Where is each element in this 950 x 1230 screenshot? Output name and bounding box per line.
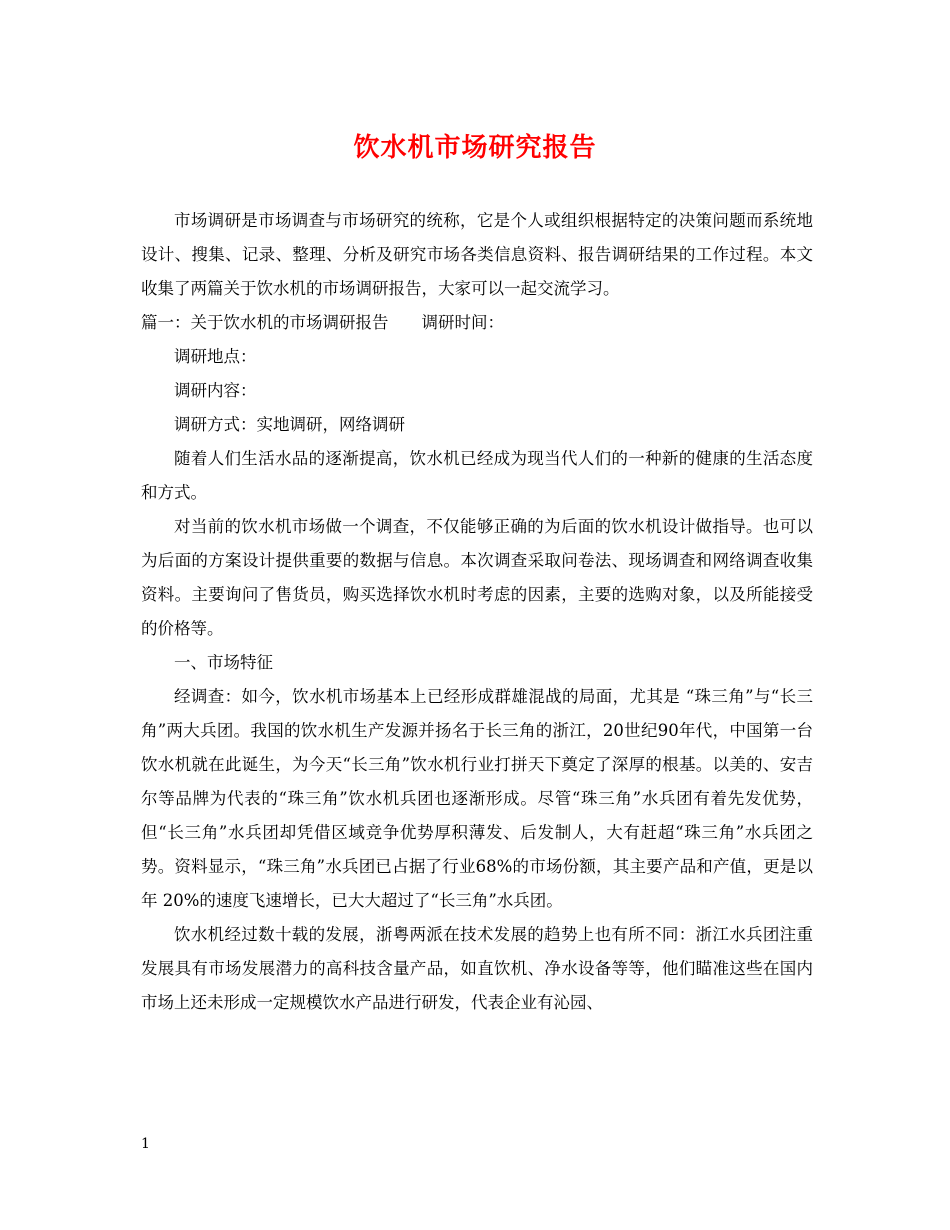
paragraph-purpose: 对当前的饮水机市场做一个调查，不仅能够正确的为后面的饮水机设计做指导。也可以为后面的方案设计提供重要的数据与信息。本次调查采取问卷法、现场调查和网络调查收集资料。主要询问了售货员，购买选择饮水机时考虑的因素，主要的选购对象，以及所能接受的价格等。: [141, 517, 813, 638]
paragraph-survey-location: 调研地点：: [174, 347, 257, 366]
paragraph-market-survey: 经调查：如今，饮水机市场基本上已经形成群雄混战的局面，尤其是 “珠三角”与“长三角”两大兵团。我国的饮水机生产发源并扬名于长三角的浙江，20世纪90年代，中国第一台饮水机就在此诞生，为今天“长三角”饮水机行业打拼天下奠定了深厚的根基。以美的、安吉尔等品牌为代表的“珠三角”饮水机兵团也逐渐形成。尽管“珠三角”水兵团有着先发优势，但“长三角”水兵团却凭借区域竞争优势厚积薄发、后发制人，大有赶超“珠三角”水兵团之势。资料显示，“珠三角”水兵团已占据了行业68%的市场份额，其主要产品和产值，更是以年 20%的速度飞速增长，已大大超过了“长三角”水兵团。: [141, 687, 813, 910]
paragraph-heading-market-features: 一、市场特征: [174, 653, 273, 672]
paragraph-development: 饮水机经过数十载的发展，浙粤两派在技术发展的趋势上也有所不同：浙江水兵团注重发展具有市场发展潜力的高科技含量产品，如直饮机、净水设备等等，他们瞄准这些在国内市场上还未形成一定规模饮水产品进行研发，代表企业有沁园、: [141, 925, 813, 1012]
paragraph-section-heading: 篇一：关于饮水机的市场调研报告 调研时间：: [141, 313, 504, 332]
paragraph-survey-method: 调研方式：实地调研，网络调研: [174, 415, 405, 434]
paragraph-intro: 市场调研是市场调查与市场研究的统称，它是个人或组织根据特定的决策问题而系统地设计、搜集、记录、整理、分析及研究市场各类信息资料、报告调研结果的工作过程。本文收集了两篇关于饮水机的市场调研报告，大家可以一起交流学习。: [141, 211, 813, 298]
document-title: 饮水机市场研究报告: [353, 133, 597, 163]
paragraph-survey-content: 调研内容：: [174, 381, 257, 400]
paragraph-background: 随着人们生活水品的逐渐提高，饮水机已经成为现当代人们的一种新的健康的生活态度和方式。: [141, 449, 813, 502]
page-number: 1: [141, 1136, 150, 1152]
document-body: [141, 204, 813, 1020]
